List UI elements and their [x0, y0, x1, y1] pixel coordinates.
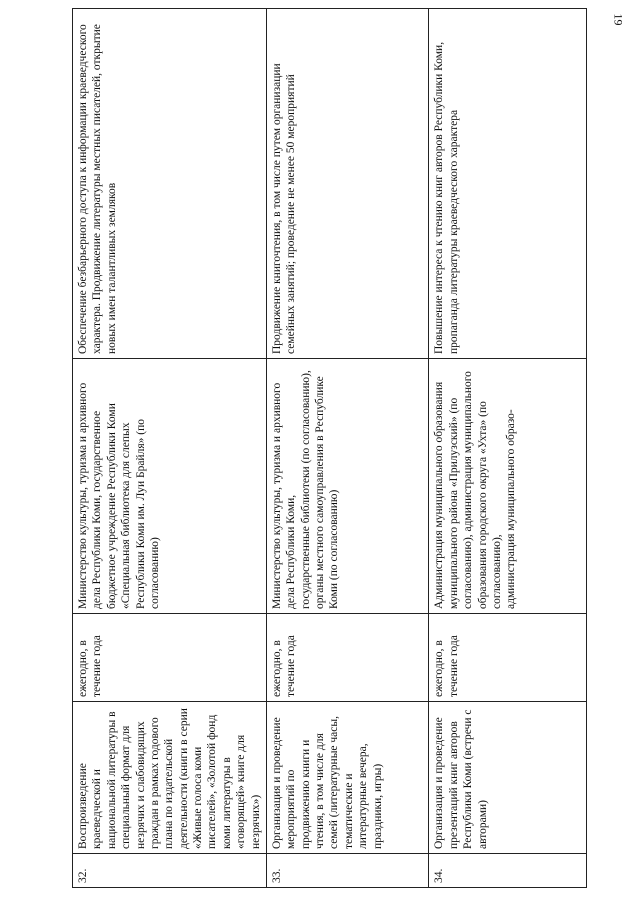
executor-line: Администрация муниципального образования муниципального района «Прилузский» (по согласованию), администрация муниципального образования городского округа «Ухта» (по согласованию),: [433, 371, 503, 609]
table-row: [266, 9, 429, 888]
result-cell: Обеспечение безбарьерного доступа к информации краеведческого характера. Продвижение литературы местных писателей, открытие новых имен талантливых земляков: [73, 9, 267, 359]
term-cell: ежегодно, в течение года: [429, 614, 587, 702]
executor-line: Министерство культуры, туризма и архивного дела Республики Коми,: [270, 382, 298, 609]
executor-line: органы местного самоуправления в Республике Коми (по согласованию): [314, 376, 341, 609]
executors-cell: [266, 359, 429, 614]
table-rotated-container: [72, 8, 587, 888]
executors-cell: [73, 359, 267, 614]
executors-cell: [429, 359, 587, 614]
table-frame: [72, 8, 587, 888]
event-cell: Воспроизведение краеведческой и национальной литературы в специальный формат для незрячих и слабовидящих граждан в рамках годового плана по издательской деятельности (книги в серии «Живые голоса коми писателей», «Золотой фонд коми литературы в «говорящей» книге для незрячих»): [73, 702, 267, 854]
term-cell: ежегодно, в течение года: [266, 614, 429, 702]
executor-line: администрация муниципального образо-: [505, 409, 518, 609]
table-row: [73, 9, 267, 888]
term-cell: ежегодно, в течение года: [73, 614, 267, 702]
result-cell: Повышение интереса к чтению книг авторов Республики Коми, пропаганда литературы краеведческого характера: [429, 9, 587, 359]
executor-line: Министерство культуры, туризма и архивного дела Республики Коми, государственное бюджетное учреждение Республики Коми «Специальная библиотека для слепых Республики Коми им. Луи Брайля» (по согласованию): [77, 382, 161, 609]
event-cell: Организация и проведение мероприятий по продвижению книги и чтения, в том числе для семей (литературные часы, тематические и литературные вечера, праздники, игры): [266, 702, 429, 854]
row-number: 34.: [429, 854, 587, 888]
row-number: 32.: [73, 854, 267, 888]
events-table: [72, 8, 587, 888]
executor-line: государственные библиотеки (по согласованию),: [299, 370, 312, 609]
result-cell: Продвижение книгочтения, в том числе путем организации семейных занятий; проведение не менее 50 мероприятий: [266, 9, 429, 359]
row-number: 33.: [266, 854, 429, 888]
table-row: [429, 9, 587, 888]
event-cell: Организация и проведение презентаций книг авторов Республики Коми (встречи с авторами): [429, 702, 587, 854]
page-number: 19: [611, 13, 626, 26]
